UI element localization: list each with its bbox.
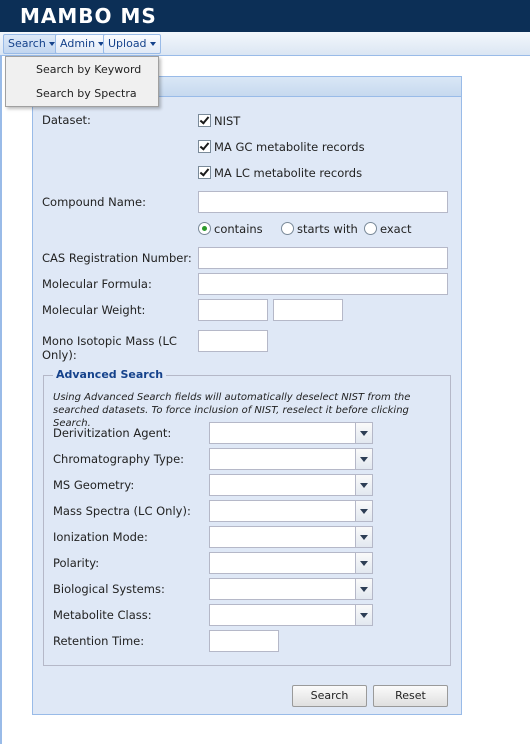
app-header: [0, 0, 530, 32]
combo-trigger[interactable]: [355, 475, 372, 495]
molecular-weight-label: Molecular Weight:: [42, 303, 146, 317]
admin-menu-button[interactable]: [55, 34, 109, 54]
ms-geometry-combo[interactable]: [209, 474, 373, 496]
metabolite-class-combo[interactable]: [209, 604, 373, 626]
compound-name-input[interactable]: [198, 191, 448, 213]
radio-starts-with-label: starts with: [297, 222, 358, 236]
checkbox-ma-lc-label: MA LC metabolite records: [214, 166, 363, 180]
combo-trigger[interactable]: [355, 553, 372, 573]
chevron-down-icon: [360, 587, 368, 592]
chevron-down-icon: [150, 42, 156, 46]
dataset-label: Dataset:: [42, 113, 91, 127]
radio-starts-with[interactable]: [281, 222, 294, 235]
radio-exact-label: exact: [380, 222, 412, 236]
chevron-down-icon: [360, 561, 368, 566]
derivitization-agent-label: Derivitization Agent:: [53, 426, 172, 440]
derivitization-agent-combo[interactable]: [209, 422, 373, 444]
menu-item-search-by-spectra[interactable]: Search by Spectra: [36, 87, 137, 100]
combo-trigger[interactable]: [355, 449, 372, 469]
checkbox-ma-gc[interactable]: [198, 140, 211, 153]
checkbox-nist-label: NIST: [214, 114, 241, 128]
reset-button[interactable]: Reset: [373, 685, 448, 707]
advanced-search-legend: Advanced Search: [53, 368, 166, 381]
cas-number-input[interactable]: [198, 247, 448, 269]
retention-time-input[interactable]: [209, 630, 279, 652]
checkbox-ma-gc-label: MA GC metabolite records: [214, 140, 365, 154]
radio-contains[interactable]: [198, 222, 211, 235]
chevron-down-icon: [360, 535, 368, 540]
upload-menu-label: Upload: [108, 37, 147, 50]
search-menu-button[interactable]: [3, 34, 60, 54]
checkmark-icon: [200, 114, 210, 124]
chevron-down-icon: [360, 509, 368, 514]
combo-trigger[interactable]: [355, 605, 372, 625]
upload-menu-button[interactable]: [103, 34, 161, 54]
radio-exact[interactable]: [364, 222, 377, 235]
chevron-down-icon: [360, 483, 368, 488]
checkmark-icon: [200, 166, 210, 176]
polarity-label: Polarity:: [53, 556, 100, 570]
chromatography-type-label: Chromatography Type:: [53, 452, 185, 466]
ms-geometry-label: MS Geometry:: [53, 478, 135, 492]
molecular-weight-max-input[interactable]: [273, 299, 343, 321]
checkbox-nist[interactable]: [198, 114, 211, 127]
combo-trigger[interactable]: [355, 423, 372, 443]
search-menu-label: Search: [8, 37, 46, 50]
chevron-down-icon: [360, 431, 368, 436]
mass-spectra-combo[interactable]: [209, 500, 373, 522]
molecular-formula-label: Molecular Formula:: [42, 277, 152, 291]
mass-spectra-label: Mass Spectra (LC Only):: [53, 504, 191, 518]
chevron-down-icon: [49, 42, 55, 46]
combo-trigger[interactable]: [355, 527, 372, 547]
combo-trigger[interactable]: [355, 501, 372, 521]
menu-item-search-by-keyword[interactable]: Search by Keyword: [36, 63, 142, 76]
chevron-down-icon: [360, 457, 368, 462]
admin-menu-label: Admin: [60, 37, 96, 50]
checkbox-ma-lc[interactable]: [198, 166, 211, 179]
chromatography-type-combo[interactable]: [209, 448, 373, 470]
app-title: MAMBO MS: [20, 4, 157, 28]
left-border: [0, 56, 2, 744]
ionization-mode-combo[interactable]: [209, 526, 373, 548]
polarity-combo[interactable]: [209, 552, 373, 574]
biological-systems-combo[interactable]: [209, 578, 373, 600]
biological-systems-label: Biological Systems:: [53, 582, 165, 596]
retention-time-label: Retention Time:: [53, 634, 145, 648]
mono-isotopic-mass-input[interactable]: [198, 330, 268, 352]
menu-bar: [0, 32, 530, 56]
radio-contains-label: contains: [214, 222, 263, 236]
advanced-search-note: Using Advanced Search fields will automatically deselect NIST from the searched datasets. To force inclusion of NIST, reselect it before clicking Search.: [53, 392, 411, 429]
radio-dot-icon: [202, 226, 207, 231]
cas-number-label: CAS Registration Number:: [42, 251, 192, 265]
combo-trigger[interactable]: [355, 579, 372, 599]
checkmark-icon: [200, 140, 210, 150]
molecular-formula-input[interactable]: [198, 273, 448, 295]
search-button[interactable]: Search: [292, 685, 367, 707]
search-dropdown-menu: [5, 56, 159, 107]
chevron-down-icon: [360, 613, 368, 618]
metabolite-class-label: Metabolite Class:: [53, 608, 152, 622]
molecular-weight-min-input[interactable]: [198, 299, 268, 321]
ionization-mode-label: Ionization Mode:: [53, 530, 148, 544]
compound-name-label: Compound Name:: [42, 195, 146, 209]
mono-isotopic-mass-label: Mono Isotopic Mass (LC Only):: [42, 334, 177, 362]
